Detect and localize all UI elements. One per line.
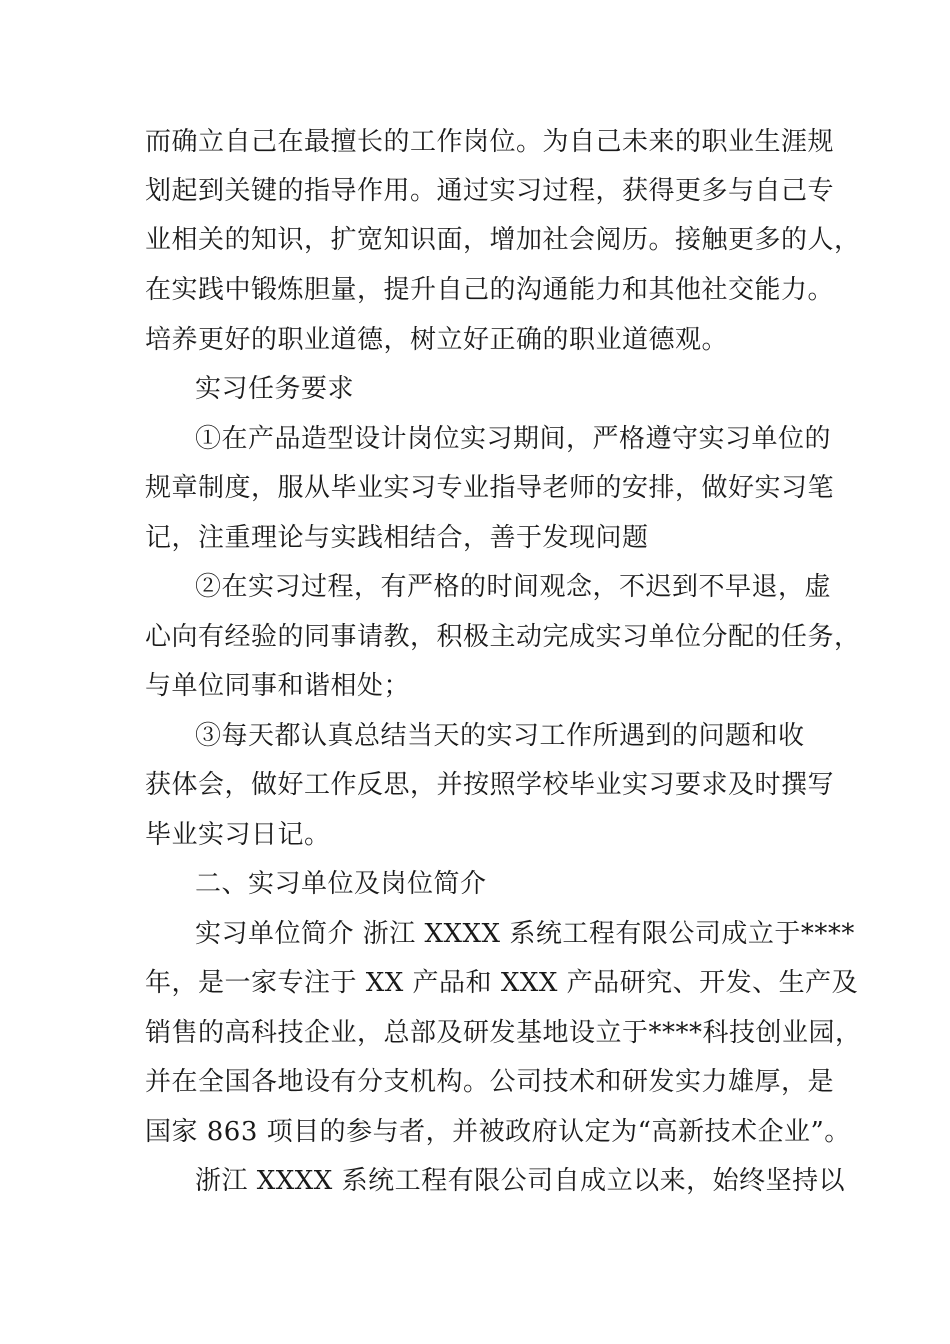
body-text-line: 国家 863 项目的参与者，并被政府认定为“高新技术企业”。 — [145, 1117, 851, 1147]
body-text-line: 年，是一家专注于 XX 产品和 XXX 产品研究、开发、生产及 — [145, 968, 859, 998]
body-text-line: 记，注重理论与实践相结合，善于发现问题 — [145, 523, 649, 553]
list-item-text: ①在产品造型设计岗位实习期间，严格遵守实习单位的 — [195, 424, 832, 454]
body-text-line: 实习单位简介 浙江 XXXX 系统工程有限公司成立于**** — [195, 919, 855, 949]
body-text-line: 毕业实习日记。 — [145, 820, 331, 850]
body-text-line: 业相关的知识，扩宽知识面，增加社会阅历。接触更多的人， — [145, 225, 861, 255]
body-text-line: 培养更好的职业道德，树立好正确的职业道德观。 — [145, 325, 729, 355]
section-heading: 实习任务要求 — [195, 374, 355, 404]
body-text-line: 销售的高科技企业，总部及研发基地设立于****科技创业园， — [145, 1018, 862, 1048]
body-text-line: 划起到关键的指导作用。通过实习过程，获得更多与自己专 — [145, 176, 835, 206]
body-text-line: 而确立自己在最擅长的工作岗位。为自己未来的职业生涯规 — [145, 127, 835, 157]
list-item-text: ③每天都认真总结当天的实习工作所遇到的问题和收 — [195, 721, 805, 751]
body-text-line: 规章制度，服从毕业实习专业指导老师的安排，做好实习笔 — [145, 473, 835, 503]
section-heading: 二、实习单位及岗位简介 — [195, 869, 487, 899]
body-text-line: 并在全国各地设有分支机构。公司技术和研发实力雄厚，是 — [145, 1067, 835, 1097]
body-text-line: 与单位同事和谐相处； — [145, 671, 411, 701]
body-text-line: 获体会，做好工作反思，并按照学校毕业实习要求及时撰写 — [145, 770, 835, 800]
list-item-text: ②在实习过程，有严格的时间观念，不迟到不早退，虚 — [195, 572, 832, 602]
body-text-line: 浙江 XXXX 系统工程有限公司自成立以来，始终坚持以 — [195, 1166, 846, 1196]
body-text-line: 心向有经验的同事请教，积极主动完成实习单位分配的任务， — [145, 622, 861, 652]
body-text-line: 在实践中锻炼胆量，提升自己的沟通能力和其他社交能力。 — [145, 275, 835, 305]
